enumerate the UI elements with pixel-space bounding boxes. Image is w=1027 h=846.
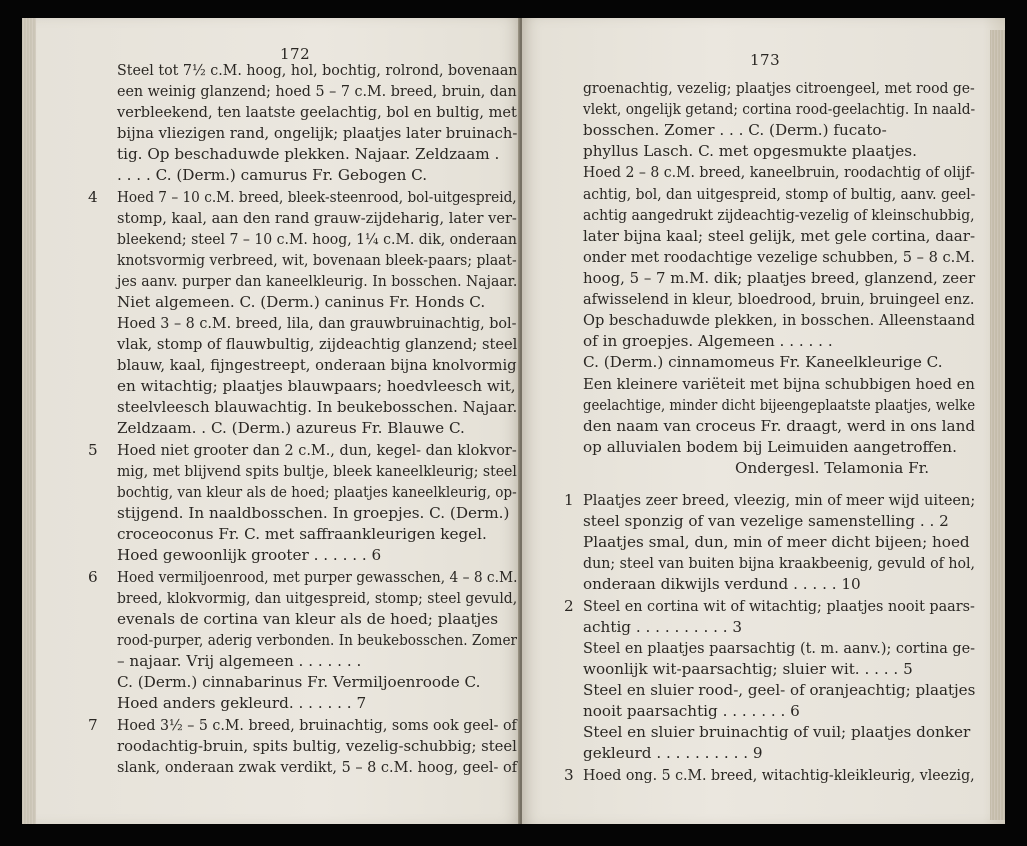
text-line: Ondergesl. Telamonia Fr. [735,459,930,477]
couplet-number: 6 [88,568,98,586]
text-line: Steel en cortina wit of witachtig; plaatjes nooit paars- [583,597,975,615]
text-line: den naam van croceus Fr. draagt, werd in ons land [583,417,976,435]
text-line: Steel en plaatjes paarsachtig (t. m. aanv.); cortina ge- [583,639,976,657]
text-line: steel sponzig of van vezelige samenstelling . . 2 [583,512,949,530]
text-line: woonlijk wit-paarsachtig; sluier wit. . . . . 5 [583,660,913,678]
text-line: vlekt, ongelijk getand; cortina rood-geelachtig. In naald- [583,100,976,118]
text-line: knotsvormig verbreed, wit, bovenaan bleek-paars; plaat- [117,251,517,269]
text-line: op alluvialen bodem bij Leimuiden aangetroffen. [583,438,957,456]
text-line: Hoed gewoonlijk grooter . . . . . . 6 [117,546,382,564]
text-line: een weinig glanzend; hoed 5 – 7 c.M. breed, bruin, dan [117,82,517,100]
text-line: bleekend; steel 7 – 10 c.M. hoog, 1¼ c.M. dik, onderaan [117,230,517,248]
text-line: hoog, 5 – 7 m.M. dik; plaatjes breed, glanzend, zeer [583,269,976,287]
text-line: . . . . C. (Derm.) camurus Fr. Gebogen C. [117,166,428,184]
text-line: – najaar. Vrij algemeen . . . . . . . [117,652,362,670]
text-line: gekleurd . . . . . . . . . . 9 [583,744,763,762]
text-line: roodachtig-bruin, spits bultig, vezelig-schubbig; steel [117,737,517,755]
page-edges-right [990,30,1005,820]
couplet-number: 4 [88,188,98,206]
text-line: Hoed niet grooter dan 2 c.M., dun, kegel- dan klokvor- [117,441,517,459]
text-line: onderaan dikwijls verdund . . . . . 10 [583,575,861,593]
text-line: en witachtig; plaatjes blauwpaars; hoedvleesch wit, [117,377,516,395]
text-line: Steel en sluier bruinachtig of vuil; plaatjes donker [583,723,971,741]
text-line: Zeldzaam. . C. (Derm.) azureus Fr. Blauwe C. [117,419,465,437]
text-line: Op beschaduwde plekken, in bosschen. Alleenstaand [583,311,975,329]
text-line: Plaatjes zeer breed, vleezig, min of meer wijd uiteen; [583,491,976,509]
text-line: verbleekend, ten laatste geelachtig, bol en bultig, met [117,103,517,121]
left-page [22,18,520,824]
text-line: achtig, bol, dan uitgespreid, stomp of bultig, aanv. geel- [583,185,976,203]
text-line: Hoed vermiljoenrood, met purper gewasschen, 4 – 8 c.M. [117,568,518,586]
page-number: 172 [280,45,311,63]
text-line: groenachtig, vezelig; plaatjes citroengeel, met rood ge- [583,79,975,97]
text-line: stomp, kaal, aan den rand grauw-zijdeharig, later ver- [117,209,517,227]
text-line: geelachtige, minder dicht bijeengeplaatste plaatjes, welke [583,396,976,414]
couplet-number: 5 [88,441,98,459]
text-line: tig. Op beschaduwde plekken. Najaar. Zeldzaam . [117,145,500,163]
text-line: onder met roodachtige vezelige schubben, 5 – 8 c.M. [583,248,975,266]
text-line: Plaatjes smal, dun, min of meer dicht bijeen; hoed [583,533,970,551]
text-line: of in groepjes. Algemeen . . . . . . [583,332,833,350]
couplet-number: 7 [88,716,98,734]
text-line: Hoed ong. 5 c.M. breed, witachtig-kleikleurig, vleezig, [583,766,975,784]
couplet-number: 3 [564,766,574,784]
text-line: Steel tot 7½ c.M. hoog, hol, bochtig, rolrond, bovenaan [117,61,518,79]
text-line: dun; steel van buiten bijna kraakbeenig, gevuld of hol, [583,554,976,572]
text-line: bosschen. Zomer . . . C. (Derm.) fucato- [583,121,887,139]
text-line: slank, onderaan zwak verdikt, 5 – 8 c.M. hoog, geel- of [117,758,518,776]
text-line: Hoed anders gekleurd. . . . . . . 7 [117,694,367,712]
text-line: C. (Derm.) cinnabarinus Fr. Vermiljoenroode C. [117,673,481,691]
text-line: Niet algemeen. C. (Derm.) caninus Fr. Honds C. [117,293,486,311]
text-line: vlak, stomp of flauwbultig, zijdeachtig glanzend; steel [117,335,518,353]
couplet-number: 1 [564,491,574,509]
text-line: blauw, kaal, fijngestreept, onderaan bijna knolvormig [117,356,517,374]
text-line: mig, met blijvend spits bultje, bleek kaneelkleurig; steel [117,462,517,480]
text-line: Hoed 7 – 10 c.M. breed, bleek-steenrood, bol-uitgespreid, [117,188,517,206]
text-line: Hoed 3 – 8 c.M. breed, lila, dan grauwbruinachtig, bol- [117,314,517,332]
page-edges-left [22,18,36,824]
text-line: phyllus Lasch. C. met opgesmukte plaatjes. [583,142,917,160]
text-line: steelvleesch blauwachtig. In beukebosschen. Najaar. [117,398,518,416]
text-line: achtig . . . . . . . . . . 3 [583,618,743,636]
text-line: C. (Derm.) cinnamomeus Fr. Kaneelkleurige C. [583,353,943,371]
text-line: Hoed 3½ – 5 c.M. breed, bruinachtig, soms ook geel- of [117,716,517,734]
right-page [522,18,1005,824]
text-line: rood-purper, aderig verbonden. In beukebosschen. Zomer [117,631,518,649]
text-line: nooit paarsachtig . . . . . . . 6 [583,702,800,720]
text-line: Hoed 2 – 8 c.M. breed, kaneelbruin, roodachtig of olijf- [583,163,975,181]
text-line: later bijna kaal; steel gelijk, met gele cortina, daar- [583,227,976,245]
page-number: 173 [750,51,781,69]
text-line: breed, klokvormig, dan uitgespreid, stomp; steel gevuld, [117,589,518,607]
text-line: afwisselend in kleur, bloedrood, bruin, bruingeel enz. [583,290,975,308]
text-line: jes aanv. purper dan kaneelkleurig. In bosschen. Najaar. [117,272,518,290]
text-line: bijna vliezigen rand, ongelijk; plaatjes later bruinach- [117,124,518,142]
text-line: Steel en sluier rood-, geel- of oranjeachtig; plaatjes [583,681,976,699]
text-line: bochtig, van kleur als de hoed; plaatjes kaneelkleurig, op- [117,483,517,501]
text-line: evenals de cortina van kleur als de hoed; plaatjes [117,610,499,628]
text-line: croceoconus Fr. C. met saffraankleurigen kegel. [117,525,487,543]
text-line: stijgend. In naaldbosschen. In groepjes. C. (Derm.) [117,504,510,522]
couplet-number: 2 [564,597,574,615]
text-line: Een kleinere variëteit met bijna schubbigen hoed en [583,375,975,393]
text-line: achtig aangedrukt zijdeachtig-vezelig of kleinschubbig, [583,206,975,224]
